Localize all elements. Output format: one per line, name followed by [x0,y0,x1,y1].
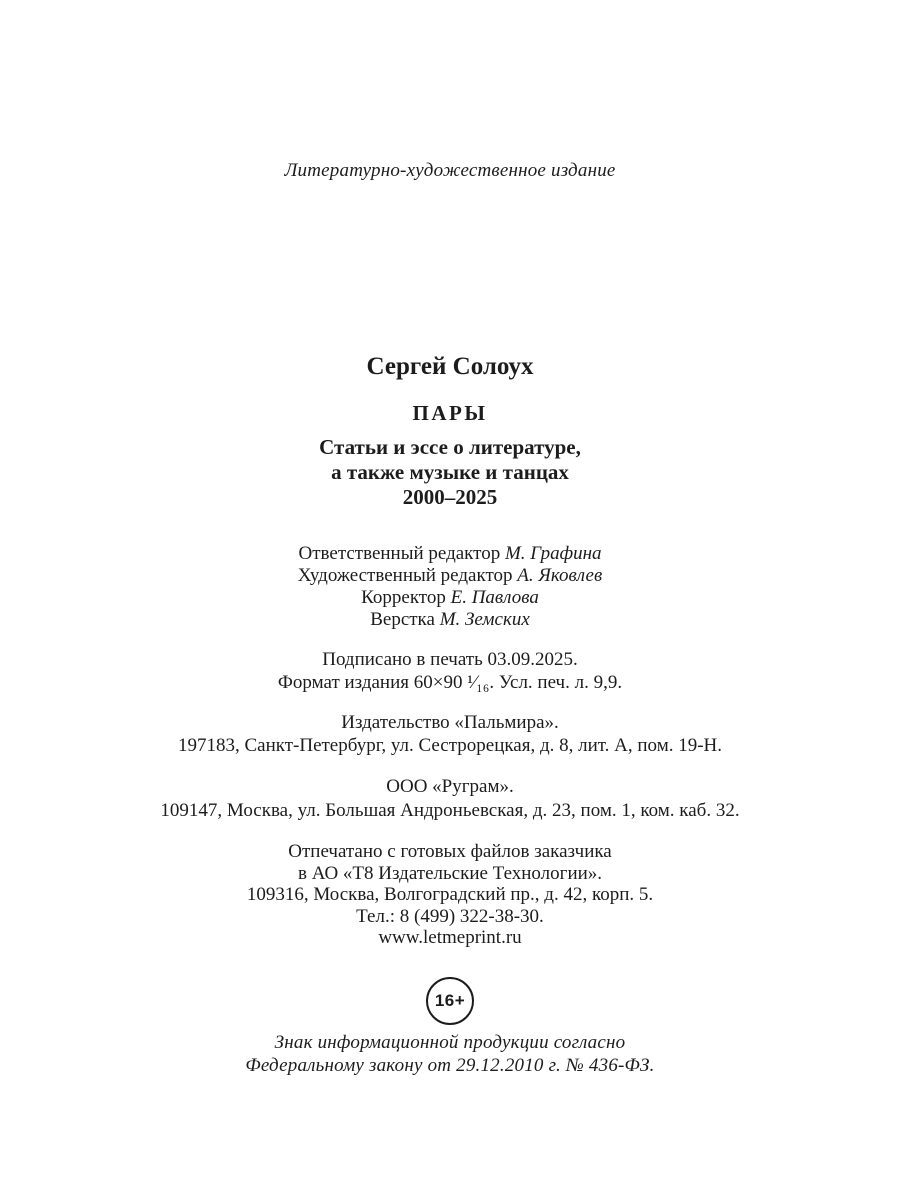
credit-role: Ответственный редактор [298,543,505,564]
book-subtitle [0,435,900,510]
credit-role: Верстка [370,609,440,630]
printer-block [0,841,900,949]
publisher-name: Издательство «Пальмира». [341,712,559,733]
distributor-name: ООО «Руграм». [386,776,514,797]
printer-website: www.letmeprint.ru [378,927,522,948]
edition-note: Литературно-художественное издание [284,160,616,181]
print-format-line: Формат издания 60×90 ¹⁄₁₆. Усл. печ. л. 9,9. [277,672,623,693]
distributor-block [0,775,900,823]
publisher-address: 197183, Санкт-Петербург, ул. Сестрорецкая, д. 8, лит. А, пом. 19-Н. [177,735,723,756]
credits-block [0,543,900,631]
age-rating-badge-wrap [0,977,900,1027]
info-product-note [0,1031,900,1077]
book-title: ПАРЫ [412,401,488,425]
credit-line [0,587,900,609]
printer-line: в АО «Т8 Издательские Технологии». [297,862,603,884]
printer-line: Отпечатано с готовых файлов заказчика [288,841,612,862]
subtitle-line: Статьи и эссе о литературе, [319,435,581,459]
info-note-line: Знак информационной продукции согласно [274,1032,626,1053]
credit-line [0,609,900,631]
subtitle-years: 2000–2025 [402,485,498,509]
credit-role: Корректор [361,587,451,608]
credit-name: А. Яковлев [517,565,603,586]
distributor-address: 109147, Москва, ул. Большая Андроньевская, д. 23, пом. 1, ком. каб. 32. [160,800,740,821]
author-name: Сергей Солоух [366,353,534,380]
publisher-block [0,711,900,757]
printer-address: 109316, Москва, Волгоградский пр., д. 42, корп. 5. [246,884,654,905]
printer-phone: Тел.: 8 (499) 322-38-30. [356,905,544,927]
print-info-block [0,648,900,694]
credit-role: Художественный редактор [297,565,518,586]
subtitle-line: а также музыке и танцах [331,460,569,484]
info-note-line: Федеральному закону от 29.12.2010 г. № 436-ФЗ. [245,1055,655,1076]
credit-line [0,565,900,587]
age-rating-badge: 16+ [426,977,474,1025]
credit-name: М. Графина [504,543,602,564]
credit-name: М. Земских [439,609,530,630]
credit-name: Е. Павлова [450,587,539,608]
print-date-line: Подписано в печать 03.09.2025. [322,649,578,670]
credit-line [0,543,900,565]
